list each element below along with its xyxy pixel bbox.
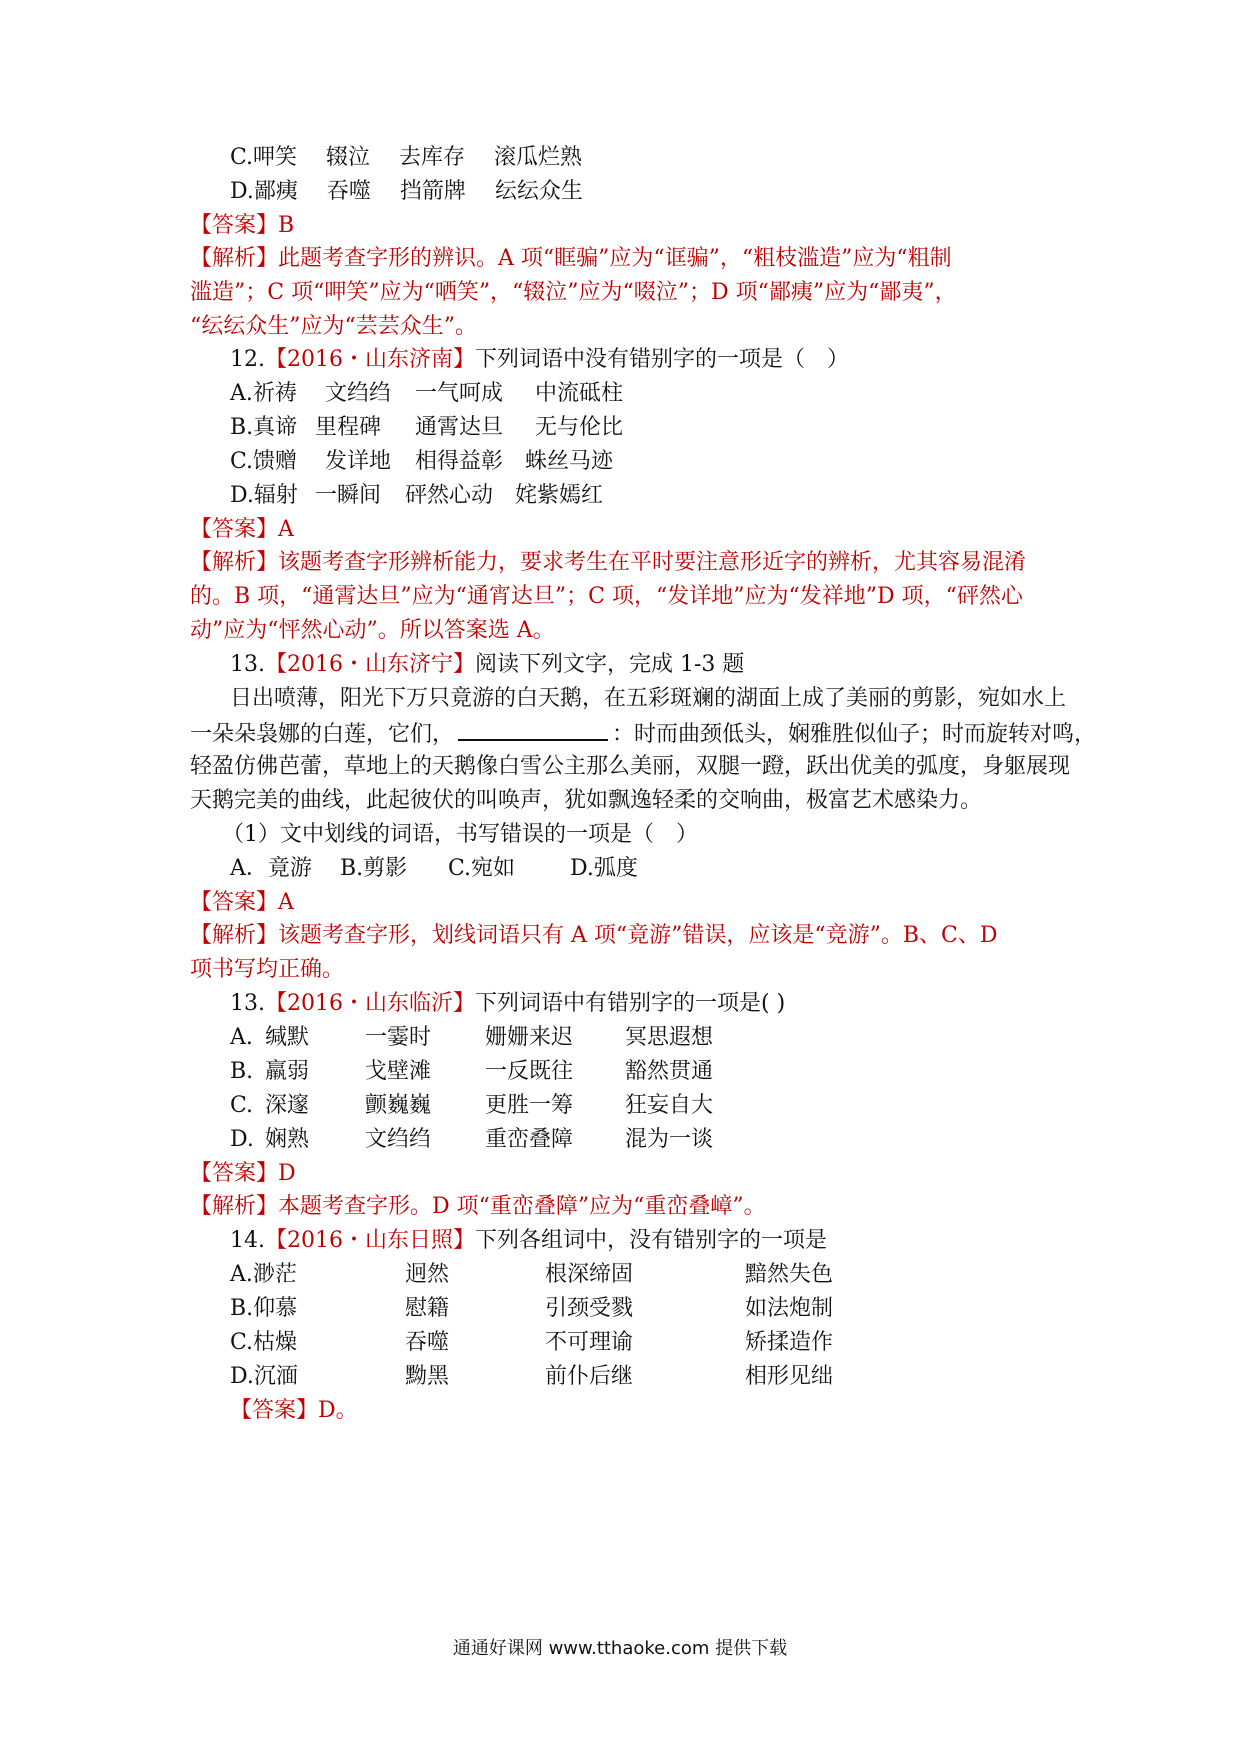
analysis-line: 滥造”；C 项“呷笑”应为“哂笑”，“辍泣”应为“啜泣”；D 项“鄙痍”应为“鄙夷”， — [190, 280, 957, 305]
option-word: 发详地 — [325, 449, 392, 474]
option-word: 娴熟 — [265, 1127, 310, 1152]
option-word: 蛛丝马迹 — [525, 449, 614, 474]
option-word: B.剪影 — [340, 856, 408, 881]
option-word: 如法炮制 — [745, 1296, 834, 1321]
option-word: 相得益彰 — [415, 449, 504, 474]
option-word: B.真谛 — [230, 415, 298, 440]
source-tag: 【2016・山东日照】 — [265, 1228, 475, 1253]
question-text: 下列词语中有错别字的一项是( ) — [475, 991, 786, 1016]
option-word: 姗姗来迟 — [485, 1025, 574, 1050]
option-word: 不可理谕 — [545, 1330, 634, 1355]
option-word: 文绉绉 — [365, 1127, 432, 1152]
option-word: 更胜一筹 — [485, 1093, 574, 1118]
question-number: 12. — [230, 347, 265, 372]
passage-text: 一朵朵袅娜的白莲，它们， — [190, 722, 455, 747]
option-word: 重峦叠障 — [485, 1127, 574, 1152]
sub-question: （1）文中划线的词语，书写错误的一项是（ ） — [222, 822, 698, 847]
option-word: 相形见绌 — [745, 1364, 834, 1389]
option-word: 缄默 — [265, 1025, 310, 1050]
option-word: 黝黑 — [405, 1364, 450, 1389]
option-word: 一霎时 — [365, 1025, 432, 1050]
option-word: 羸弱 — [265, 1059, 310, 1084]
option-word: A.祈祷 — [230, 381, 297, 406]
option-word: 迥然 — [405, 1262, 450, 1287]
option-word: C.宛如 — [448, 856, 516, 881]
question-text: 下列各组词中，没有错别字的一项是 — [475, 1228, 828, 1253]
option-word: 矫揉造作 — [745, 1330, 834, 1355]
question-text: 下列词语中没有错别字的一项是（ ） — [475, 347, 850, 372]
option-letter: C. — [230, 1093, 254, 1118]
option-word: 深邃 — [265, 1093, 310, 1118]
question-number: 13. — [230, 652, 265, 677]
option-word: 根深缔固 — [545, 1262, 634, 1287]
analysis-line: 【解析】此题考查字形的辨识。A 项“眶骗”应为“诓骗”，“粗枝滥造”应为“粗制 — [190, 246, 952, 271]
option-word: C.馈赠 — [230, 449, 298, 474]
option-word: B.仰慕 — [230, 1296, 298, 1321]
analysis-line: 项书写均正确。 — [190, 957, 345, 982]
option-word: 里程碑 — [315, 415, 382, 440]
option-word: 吞噬 — [405, 1330, 450, 1355]
passage-line: 轻盈仿佛芭蕾，草地上的天鹅像白雪公主那么美丽，双腿一蹬，跃出优美的弧度，身躯展现 — [190, 754, 1071, 779]
source-tag: 【2016・山东济宁】 — [265, 652, 475, 677]
option-word: C.枯燥 — [230, 1330, 298, 1355]
option-word: 无与伦比 — [535, 415, 624, 440]
option-word: D.辐射 — [230, 483, 298, 508]
analysis-line: “纭纭众生”应为“芸芸众生”。 — [190, 314, 477, 339]
answer-line: 【答案】A — [190, 890, 294, 915]
option-d-line: D.鄙痍 吞噬 挡箭牌 纭纭众生 — [230, 179, 583, 204]
option-letter: A. — [230, 1025, 253, 1050]
option-word: 黯然失色 — [745, 1262, 834, 1287]
option-word: 一瞬间 — [315, 483, 382, 508]
option-word: 通霄达旦 — [415, 415, 504, 440]
option-word: 冥思遐想 — [625, 1025, 714, 1050]
page-footer: 通通好课网 www.tthaoke.com 提供下载 — [452, 1638, 788, 1659]
question-13-header — [230, 651, 744, 679]
question-13-header — [230, 990, 785, 1018]
option-word: D.弧度 — [570, 856, 638, 881]
passage-line — [190, 719, 1096, 749]
analysis-line: 动”应为“怦然心动”。所以答案选 A。 — [190, 618, 555, 643]
option-word: 豁然贯通 — [625, 1059, 714, 1084]
option-word: 前仆后继 — [545, 1364, 634, 1389]
option-word: 一气呵成 — [415, 381, 504, 406]
question-number: 13. — [230, 991, 265, 1016]
option-letter: B. — [230, 1059, 254, 1084]
passage-line: 日出喷薄，阳光下万只竟游的白天鹅，在五彩斑斓的湖面上成了美丽的剪影，宛如水上 — [230, 686, 1067, 711]
question-14-header — [230, 1227, 827, 1255]
analysis-line: 【解析】该题考查字形，划线词语只有 A 项“竟游”错误，应该是“竞游”。B、C、D — [190, 923, 998, 948]
option-word: 砰然心动 — [405, 483, 494, 508]
answer-line: 【答案】D — [190, 1161, 296, 1186]
option-word: 颤巍巍 — [365, 1093, 432, 1118]
option-word: 中流砥柱 — [535, 381, 624, 406]
passage-text: ：时而曲颈低头，娴雅胜似仙子；时而旋转对鸣， — [612, 722, 1097, 747]
option-word: A.渺茫 — [230, 1262, 297, 1287]
analysis-line: 【解析】该题考查字形辨析能力，要求考生在平时要注意形近字的辨析，尤其容易混淆 — [190, 550, 1027, 575]
option-word: 一反既往 — [485, 1059, 574, 1084]
option-word: 引颈受戮 — [545, 1296, 634, 1321]
analysis-line: 【解析】本题考查字形。D 项“重峦叠障”应为“重峦叠嶂”。 — [190, 1194, 766, 1219]
option-c-line: C.呷笑 辍泣 去库存 滚瓜烂熟 — [230, 145, 583, 170]
option-letter: D. — [230, 1127, 254, 1152]
passage-line: 天鹅完美的曲线，此起彼伏的叫唤声，犹如飘逸轻柔的交响曲，极富艺术感染力。 — [190, 788, 983, 813]
answer-line: 【答案】A — [190, 517, 294, 542]
option-word: 戈壁滩 — [365, 1059, 432, 1084]
option-word: 姹紫嫣红 — [515, 483, 604, 508]
option-word: D.沉湎 — [230, 1364, 298, 1389]
answer-line: 【答案】D。 — [230, 1398, 358, 1423]
answer-line: 【答案】B — [190, 213, 295, 238]
option-word: 狂妄自大 — [625, 1093, 714, 1118]
question-number: 14. — [230, 1228, 265, 1253]
source-tag: 【2016・山东临沂】 — [265, 991, 475, 1016]
analysis-line: 的。B 项，“通霄达旦”应为“通宵达旦”；C 项，“发详地”应为“发祥地”D 项，“砰然心 — [190, 584, 1023, 609]
option-word: 混为一谈 — [625, 1127, 714, 1152]
fill-blank — [458, 719, 608, 741]
question-text: 阅读下列文字，完成 1-3 题 — [475, 652, 745, 677]
source-tag: 【2016・山东济南】 — [265, 347, 475, 372]
question-12-header — [230, 346, 849, 374]
option-word: A．竟游 — [230, 856, 312, 881]
option-word: 文绉绉 — [325, 381, 392, 406]
option-word: 慰籍 — [405, 1296, 450, 1321]
